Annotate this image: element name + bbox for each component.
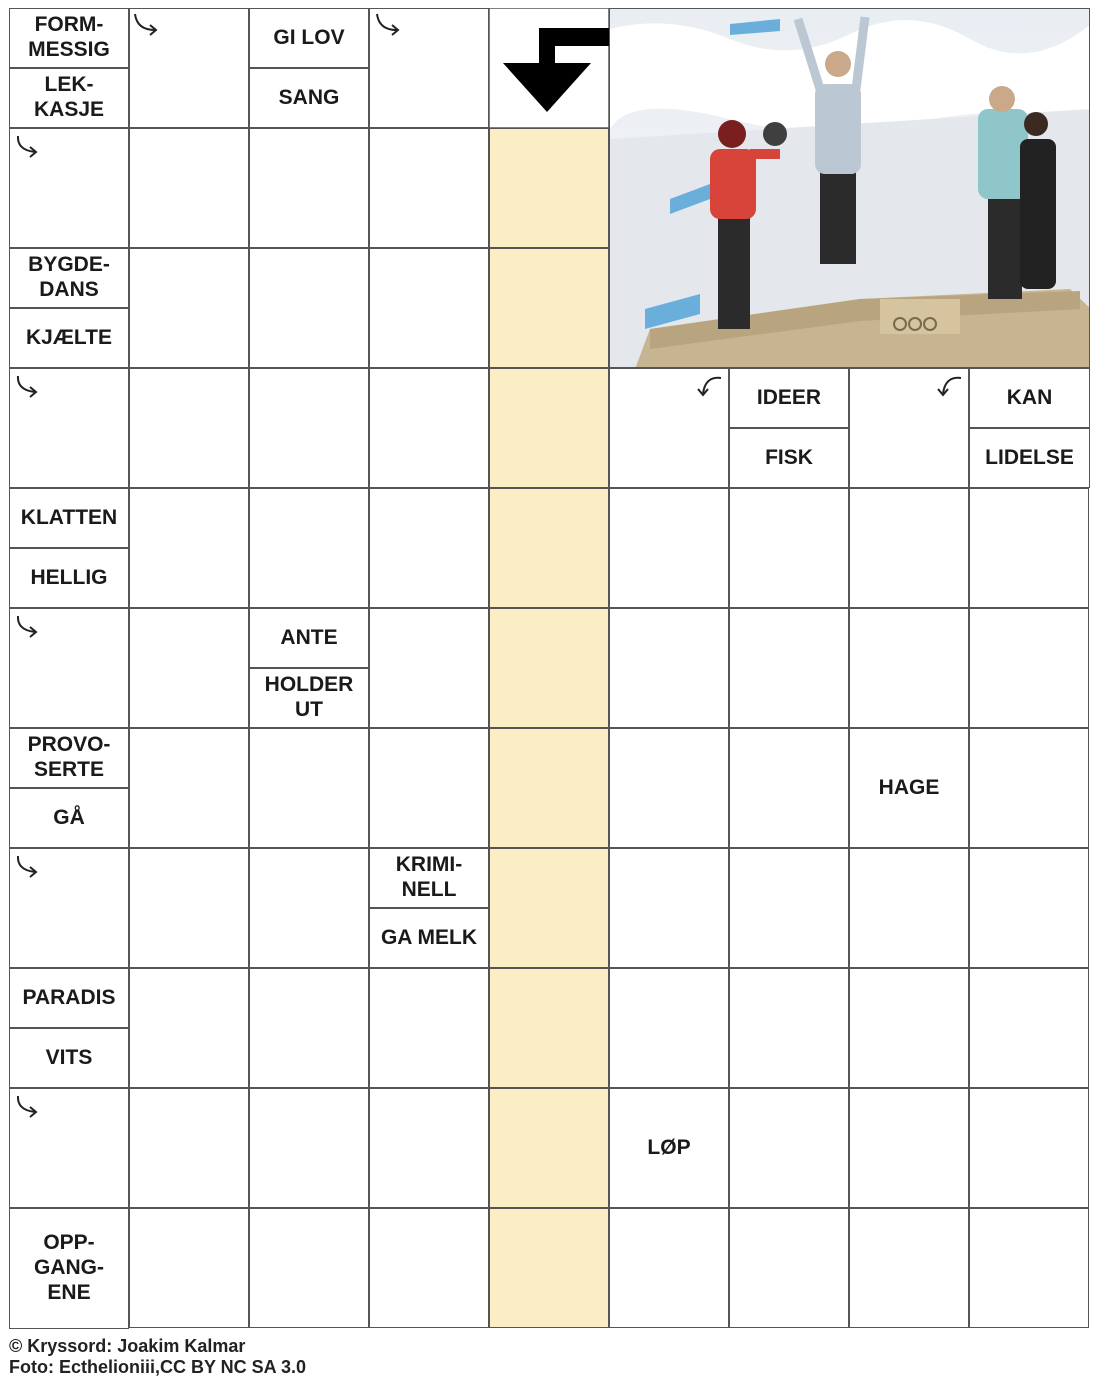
grid-cell[interactable] — [249, 1208, 369, 1328]
grid-cell[interactable] — [969, 608, 1089, 728]
grid-cell[interactable] — [969, 1088, 1089, 1208]
crossword-grid — [9, 8, 1090, 1329]
grid-cell[interactable] — [609, 1208, 729, 1328]
grid-cell[interactable] — [369, 728, 489, 848]
grid-cell[interactable] — [729, 1208, 849, 1328]
grid-cell[interactable] — [609, 848, 729, 968]
clue-ante: ANTE — [249, 608, 369, 668]
bent-arrow-icon — [13, 134, 43, 164]
grid-cell[interactable] — [369, 1208, 489, 1328]
grid-cell[interactable] — [849, 1208, 969, 1328]
clue-bygdedans: BYGDE- DANS — [9, 248, 129, 308]
clue-kjaelte: KJÆLTE — [9, 308, 129, 368]
grid-cell[interactable] — [369, 1088, 489, 1208]
grid-cell[interactable] — [129, 848, 249, 968]
grid-cell[interactable] — [489, 1208, 609, 1328]
grid-cell[interactable] — [489, 848, 609, 968]
clue-lop: LØP — [647, 1136, 691, 1159]
grid-cell[interactable] — [489, 488, 609, 608]
grid-cell[interactable] — [489, 128, 609, 248]
bent-arrow-icon — [131, 12, 161, 42]
grid-cell[interactable] — [129, 248, 249, 368]
clue-gi-lov: GI LOV — [249, 8, 369, 68]
grid-cell[interactable] — [969, 848, 1089, 968]
grid-cell[interactable] — [249, 968, 369, 1088]
clue-ga-melk: GA MELK — [369, 908, 489, 968]
big-down-arrow-icon — [489, 8, 609, 128]
grid-cell[interactable] — [849, 488, 969, 608]
clue-kriminell: KRIMI- NELL — [369, 848, 489, 908]
clue-paradis: PARADIS — [9, 968, 129, 1028]
grid-cell[interactable] — [969, 1208, 1089, 1328]
grid-cell[interactable] — [129, 368, 249, 488]
grid-cell[interactable] — [489, 608, 609, 728]
grid-cell[interactable] — [249, 848, 369, 968]
clue-lekkasje: LEK- KASJE — [9, 68, 129, 128]
clue-oppgangene: OPP- GANG- ENE — [9, 1208, 129, 1329]
clue-holder-ut: HOLDER UT — [249, 668, 369, 728]
clue-klatten: KLATTEN — [9, 488, 129, 548]
crossword-credit: © Kryssord: Joakim Kalmar — [9, 1336, 246, 1356]
bent-arrow-icon — [373, 12, 403, 42]
bent-arrow-icon — [13, 854, 43, 884]
clue-hage: HAGE — [878, 776, 940, 799]
grid-cell[interactable] — [249, 368, 369, 488]
grid-cell[interactable] — [489, 248, 609, 368]
grid-cell[interactable] — [729, 1088, 849, 1208]
grid-cell[interactable] — [129, 728, 249, 848]
grid-cell[interactable] — [129, 128, 249, 248]
grid-cell[interactable] — [249, 728, 369, 848]
grid-cell[interactable] — [489, 368, 609, 488]
grid-cell[interactable] — [609, 728, 729, 848]
credits — [9, 1336, 306, 1378]
grid-cell[interactable] — [729, 608, 849, 728]
clue-kan: KAN — [969, 368, 1090, 428]
clue-vits: VITS — [9, 1028, 129, 1088]
grid-cell[interactable] — [369, 128, 489, 248]
grid-cell[interactable] — [609, 968, 729, 1088]
grid-cell[interactable] — [249, 488, 369, 608]
grid-cell[interactable] — [369, 248, 489, 368]
grid-cell[interactable] — [249, 1088, 369, 1208]
grid-cell[interactable] — [969, 968, 1089, 1088]
grid-cell[interactable] — [369, 968, 489, 1088]
grid-cell[interactable] — [729, 848, 849, 968]
grid-cell[interactable] — [249, 248, 369, 368]
grid-cell[interactable] — [729, 968, 849, 1088]
grid-cell[interactable] — [969, 728, 1089, 848]
grid-cell[interactable] — [369, 488, 489, 608]
grid-cell[interactable] — [129, 608, 249, 728]
clue-gaa: GÅ — [9, 788, 129, 848]
grid-cell[interactable] — [129, 968, 249, 1088]
bent-arrow-icon — [13, 1094, 43, 1124]
grid-cell[interactable] — [849, 848, 969, 968]
clue-hellig: HELLIG — [9, 548, 129, 608]
bent-arrow-icon — [935, 372, 965, 402]
grid-cell[interactable] — [369, 608, 489, 728]
grid-cell[interactable] — [369, 368, 489, 488]
clue-provoserte: PROVO- SERTE — [9, 728, 129, 788]
grid-cell[interactable] — [729, 728, 849, 848]
bent-arrow-icon — [13, 374, 43, 404]
clue-sang: SANG — [249, 68, 369, 128]
grid-cell[interactable] — [609, 488, 729, 608]
olympic-podium-photo — [609, 8, 1090, 368]
clue-fisk: FISK — [729, 428, 849, 488]
grid-cell[interactable] — [249, 128, 369, 248]
grid-cell[interactable] — [849, 968, 969, 1088]
clue-ideer: IDEER — [729, 368, 849, 428]
grid-cell[interactable] — [849, 1088, 969, 1208]
grid-cell[interactable] — [129, 1208, 249, 1328]
grid-cell[interactable] — [849, 608, 969, 728]
photo-credit: Foto: Ecthelioniii,CC BY NC SA 3.0 — [9, 1357, 307, 1377]
grid-cell[interactable] — [609, 608, 729, 728]
grid-cell[interactable] — [729, 488, 849, 608]
grid-cell[interactable] — [129, 1088, 249, 1208]
grid-cell[interactable] — [489, 1088, 609, 1208]
clue-lidelse: LIDELSE — [969, 428, 1090, 488]
grid-cell[interactable] — [489, 968, 609, 1088]
bent-arrow-icon — [695, 372, 725, 402]
clue-formmessig: FORM- MESSIG — [9, 8, 129, 68]
grid-cell[interactable] — [129, 488, 249, 608]
bent-arrow-icon — [13, 614, 43, 644]
grid-cell[interactable] — [489, 728, 609, 848]
grid-cell[interactable] — [969, 488, 1089, 608]
